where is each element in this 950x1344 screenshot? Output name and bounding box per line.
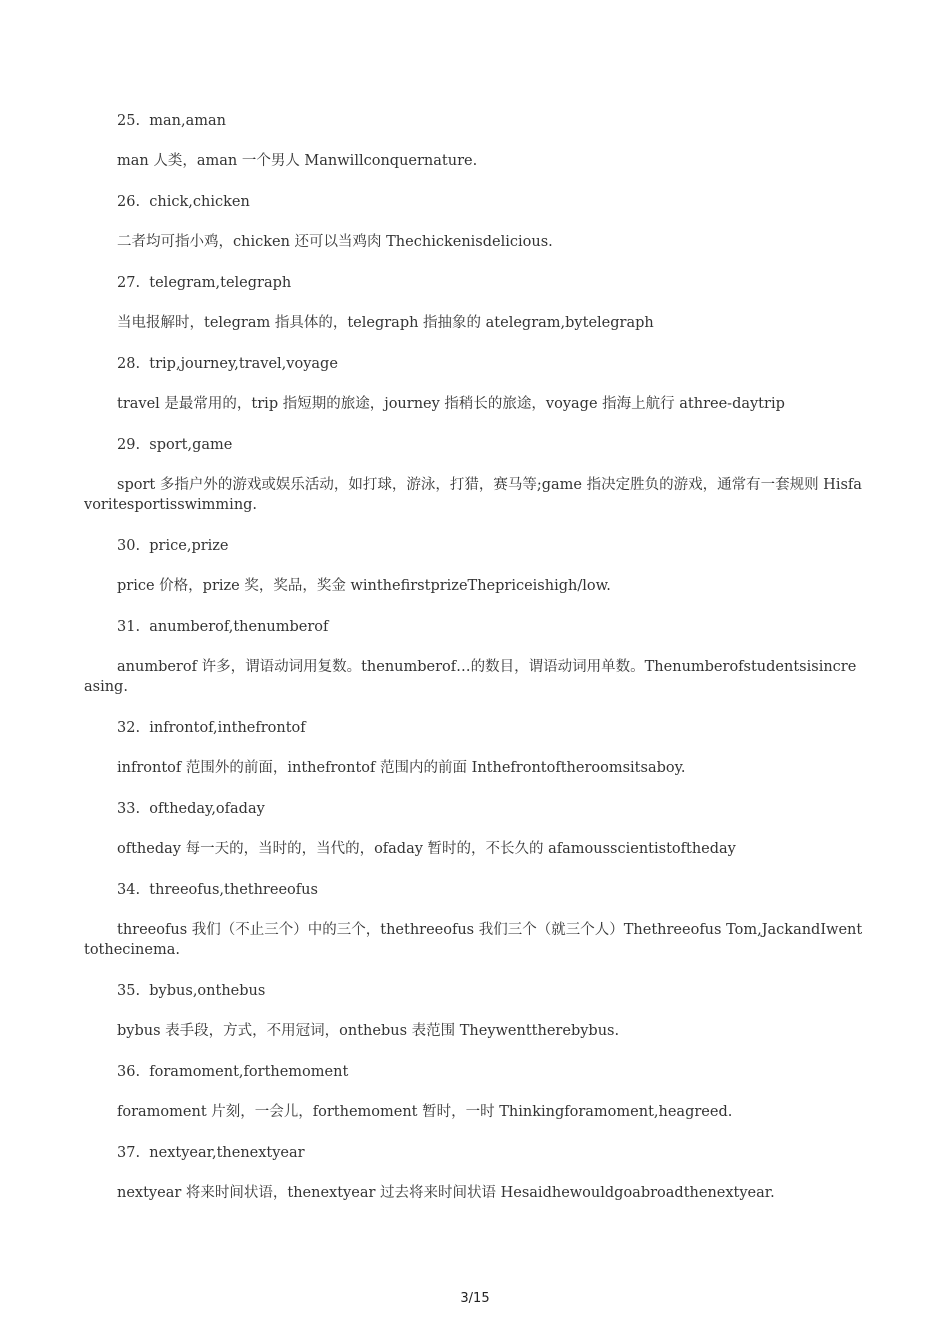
entry-heading: 28. trip,journey,travel,voyage [117,356,338,372]
entry-description: oftheday 每一天的，当时的，当代的，ofaday 暂时的，不长久的 afamousscientistoftheday [117,841,736,857]
entry-29 [84,435,864,515]
entry-heading: 29. sport,game [117,437,233,453]
entry-description: price 价格，prize 奖，奖品，奖金 winthefirstprizeThepriceishigh/low. [117,578,611,594]
entry-description: 当电报解时，telegram 指具体的，telegraph 指抽象的 atelegram,bytelegraph [117,315,654,331]
entry-37 [84,1143,864,1203]
entry-31 [84,617,864,697]
entry-heading: 26. chick,chicken [117,194,250,210]
entry-26 [84,192,864,252]
entry-description: foramoment 片刻，一会儿，forthemoment 暂时，一时 Thinkingforamoment,heagreed. [117,1104,733,1120]
entry-description: threeofus 我们（不止三个）中的三个，thethreeofus 我们三个（就三个人）Thethreeofus Tom,JackandIwenttothecinema. [84,922,863,958]
page-number: 3/15 [460,1291,490,1306]
entry-description: sport 多指户外的游戏或娱乐活动，如打球，游泳，打猎，赛马等;game 指决定胜负的游戏，通常有一套规则 Hisfavoritesportisswimming. [84,477,862,513]
entry-description: travel 是最常用的，trip 指短期的旅途，journey 指稍长的旅途，voyage 指海上航行 athree-daytrip [117,396,785,412]
entry-28 [84,354,864,414]
entry-32 [84,718,864,778]
document-body [84,111,864,1224]
entry-33 [84,799,864,859]
entry-heading: 32. infrontof,inthefrontof [117,720,306,736]
entry-heading: 25. man,aman [117,113,226,129]
entry-25 [84,111,864,171]
entry-heading: 37. nextyear,thenextyear [117,1145,305,1161]
entry-description: man 人类，aman 一个男人 Manwillconquernature. [117,153,478,169]
entry-heading: 33. oftheday,ofaday [117,801,265,817]
entry-heading: 35. bybus,onthebus [117,983,266,999]
entry-description: 二者均可指小鸡，chicken 还可以当鸡肉 Thechickenisdelicious. [117,234,553,250]
entry-27 [84,273,864,333]
entry-description: nextyear 将来时间状语，thenextyear 过去将来时间状语 Hesaidhewouldgoabroadthenextyear. [117,1185,775,1201]
entry-description: anumberof 许多，谓语动词用复数。thenumberof…的数目，谓语动词用单数。Thenumberofstudentsisincreasing. [84,659,857,695]
entry-35 [84,981,864,1041]
entry-description: bybus 表手段，方式，不用冠词，onthebus 表范围 Theywenttherebybus. [117,1023,620,1039]
entry-heading: 31. anumberof,thenumberof [117,619,329,635]
entry-34 [84,880,864,960]
entry-heading: 30. price,prize [117,538,229,554]
entry-36 [84,1062,864,1122]
entry-heading: 27. telegram,telegraph [117,275,292,291]
entry-30 [84,536,864,596]
entry-heading: 36. foramoment,forthemoment [117,1064,349,1080]
entry-heading: 34. threeofus,thethreeofus [117,882,318,898]
entry-description: infrontof 范围外的前面，inthefrontof 范围内的前面 Inthefrontoftheroomsitsaboy. [117,760,686,776]
